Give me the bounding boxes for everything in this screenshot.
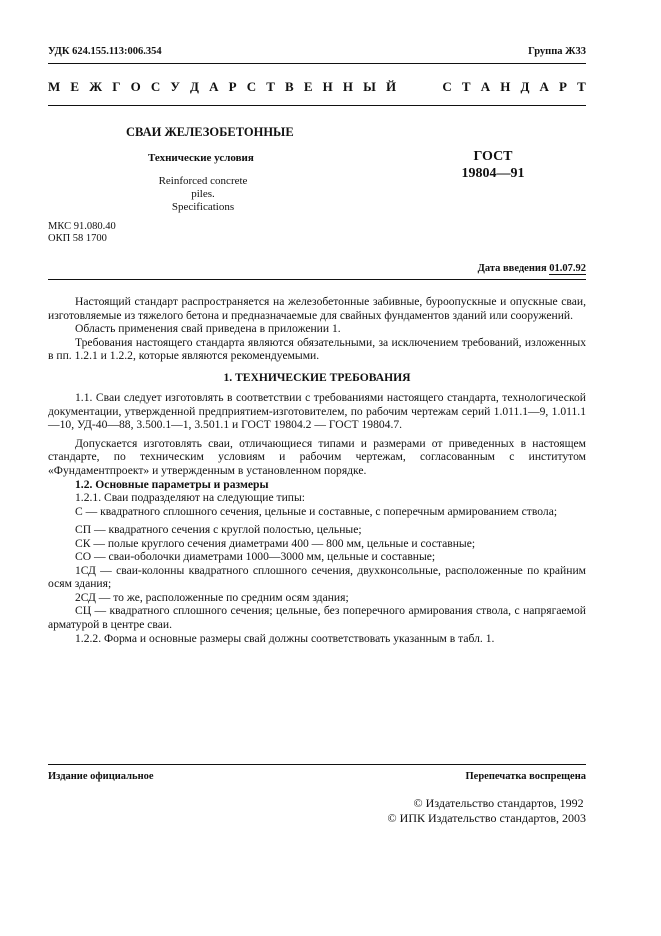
banner-letter: Е xyxy=(303,79,313,94)
intro-date-label: Дата введения xyxy=(477,263,547,274)
banner-letter: В xyxy=(285,79,294,94)
pile-type-c: С — квадратного сплошного сечения, цельные и составные, с поперечным армированием ствола; xyxy=(75,504,558,518)
paragraph-1-2-1: 1.2.1. Сваи подразделяют на следующие типы: xyxy=(75,491,305,505)
document-title: СВАИ ЖЕЛЕЗОБЕТОННЫЕ xyxy=(126,125,294,139)
banner-letter: С xyxy=(442,79,452,94)
banner-letter: Т xyxy=(461,79,471,94)
banner-letter: О xyxy=(130,79,141,94)
document-subtitle: Технические условия xyxy=(148,152,254,164)
banner-letter: С xyxy=(150,79,161,94)
pile-type-sp: СП — квадратного сечения с круглой полостью, цельные; xyxy=(75,523,362,537)
standard-banner xyxy=(48,79,586,95)
banner-letter: А xyxy=(209,79,219,94)
section-heading: 1. ТЕХНИЧЕСКИЕ ТРЕБОВАНИЯ xyxy=(223,370,411,384)
subsection-heading: 1.2. Основные параметры и размеры xyxy=(75,477,269,491)
pile-type-1sd: 1СД — сваи-колонны квадратного сплошного сечения, двухконсольные, расположенные по крайним осям здания; xyxy=(48,563,586,591)
paragraph-1-2-2: 1.2.2. Форма и основные размеры свай должны соответствовать указанным в табл. 1. xyxy=(75,631,495,645)
gost-number: 19804—91 xyxy=(461,166,525,181)
banner-letter: Р xyxy=(228,79,237,94)
pile-type-so: СО — сваи-оболочки диаметрами 1000—3000 мм, цельные и составные; xyxy=(75,550,436,564)
copyright-block xyxy=(388,796,586,826)
english-title-line2: Specifications xyxy=(171,201,235,213)
paragraph-application: Область применения свай приведена в приложении 1. xyxy=(75,322,341,336)
intro-date-value: 01.07.92 xyxy=(549,263,586,274)
paragraph-allowed: Допускается изготовлять сваи, отличающиеся типами и размерами от приведенных в настоящем стандарте, по техническим условиям и рабочим чертежам, согласованным с институтом «Фундаментпроект» и утвержденным в установленном порядке. xyxy=(48,436,586,478)
banner-letter: Д xyxy=(190,79,199,94)
banner-letter: А xyxy=(539,79,549,94)
copyright-1992: © Издательство стандартов, 1992 xyxy=(413,796,584,810)
banner-letter: Г xyxy=(112,79,121,94)
banner-letter: Н xyxy=(500,79,511,94)
reprint-prohibited: Перепечатка воспрещена xyxy=(465,771,586,782)
banner-letter: Ы xyxy=(363,79,376,94)
gost-label: ГОСТ xyxy=(473,149,513,164)
top-rule xyxy=(48,63,586,64)
banner-letter: М xyxy=(48,79,61,94)
introduction-date xyxy=(478,263,586,274)
banner-letter: Н xyxy=(322,79,333,94)
banner-letter: Н xyxy=(342,79,353,94)
pile-type-sk: СК — полые круглого сечения диаметрами 400 — 800 мм, цельные и составные; xyxy=(75,536,476,550)
banner-rule xyxy=(48,105,586,106)
banner-letter: А xyxy=(480,79,491,94)
classification-codes xyxy=(48,221,116,244)
okp-code: ОКП 58 1700 xyxy=(48,232,107,244)
pile-type-2sd: 2СД — то же, расположенные по средним осям здания; xyxy=(75,590,349,604)
mks-code: МКС 91.080.40 xyxy=(48,221,116,232)
banner-letter: Й xyxy=(386,79,397,94)
banner-letter: У xyxy=(170,79,180,94)
english-title-line1: Reinforced concrete piles. xyxy=(158,175,248,200)
banner-letter: Р xyxy=(559,79,567,94)
paragraph-1-1: 1.1. Сваи следует изготовлять в соответствии с требованиями настоящего стандарта, технологической документации, утвержденной предприятием-изготовителем, по рабочим чертежам серий 1.011.1—9, 1.011.1—10, УД-40—88, 3.500.1—1, 3.501.1 и ГОСТ 19804.2 — ГОСТ 19804.7. xyxy=(48,391,586,432)
banner-letter: Е xyxy=(70,79,80,94)
gost-designation xyxy=(448,148,538,182)
banner-letter: Т xyxy=(577,79,586,94)
pile-type-sc: СЦ — квадратного сплошного сечения; цельные, без поперечного армирования ствола, с напрягаемой арматурой в центре сваи. xyxy=(48,604,586,632)
document-body xyxy=(48,295,586,645)
paragraph-requirements: Требования настоящего стандарта являются обязательными, за исключением требований, изложенных в пп. 1.2.1 и 1.2.2, которые являются рекомендуемыми. xyxy=(48,335,586,363)
footer-rule xyxy=(48,764,586,765)
banner-letter: Т xyxy=(266,79,275,94)
english-title xyxy=(146,175,260,214)
date-rule xyxy=(48,279,586,280)
udk-code: УДК 624.155.113:006.354 xyxy=(48,46,162,57)
paragraph-scope: Настоящий стандарт распространяется на железобетонные забивные, буроопускные и опускные сваи, изготовляемые из тяжелого бетона и предназначаемые для свайных фундаментов зданий или сооружений. xyxy=(48,295,586,322)
banner-letter: Д xyxy=(520,79,530,94)
official-edition: Издание официальное xyxy=(48,771,154,782)
group-code: Группа Ж33 xyxy=(528,46,586,57)
copyright-2003: © ИПК Издательство стандартов, 2003 xyxy=(387,811,586,825)
banner-letter: С xyxy=(246,79,257,94)
banner-letter: Ж xyxy=(89,79,103,94)
